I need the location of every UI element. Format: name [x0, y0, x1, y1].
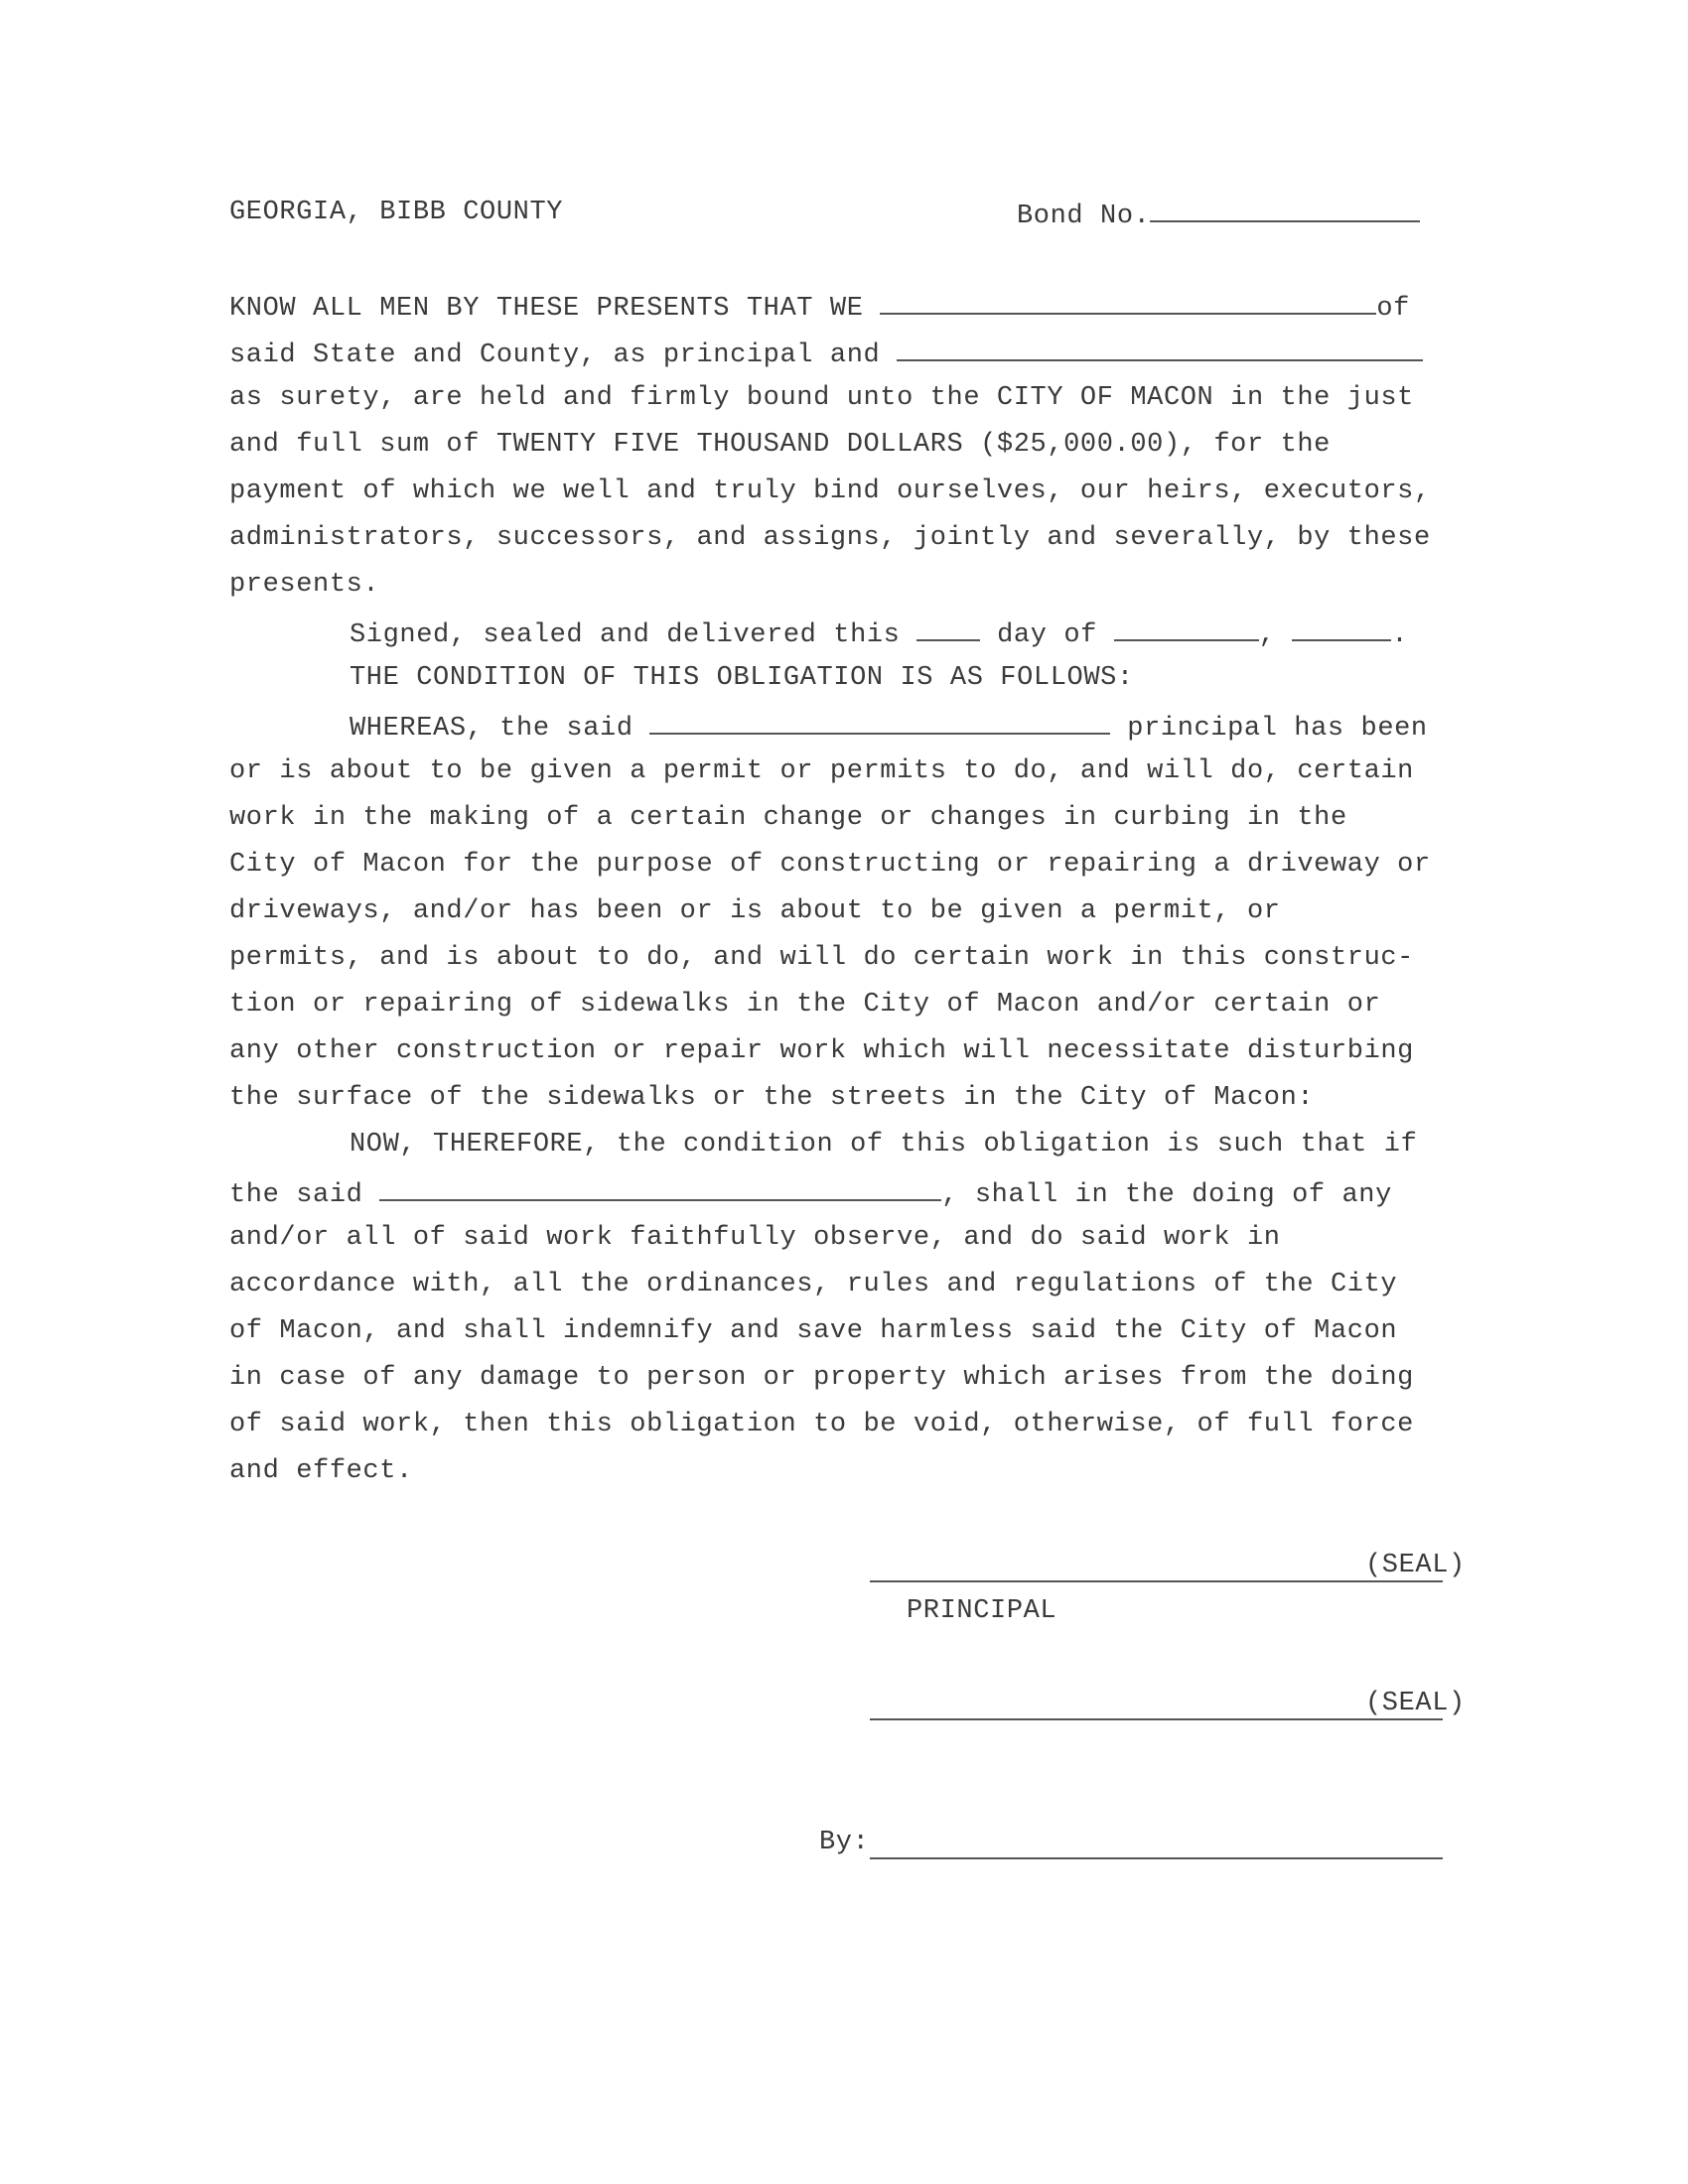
body-line: accordance with, all the ordinances, rules and regulations of the City	[229, 1270, 1398, 1299]
seal-label-1: (SEAL)	[1365, 1551, 1466, 1580]
whereas-principal-field[interactable]	[649, 709, 1110, 735]
body-line: driveways, and/or has been or is about to be given a permit, or	[229, 896, 1281, 926]
body-line	[229, 289, 1410, 325]
body-text: .	[1391, 620, 1409, 650]
whereas-line	[350, 709, 1428, 745]
body-line: permits, and is about to do, and will do certain work in this construc-	[229, 943, 1414, 973]
body-text: of	[1376, 294, 1410, 324]
body-line: as surety, are held and firmly bound unto the CITY OF MACON in the just	[229, 383, 1414, 413]
body-line: in case of any damage to person or property which arises from the doing	[229, 1363, 1414, 1393]
seal-label-2: (SEAL)	[1365, 1689, 1466, 1718]
body-text: KNOW ALL MEN BY THESE PRESENTS THAT WE	[229, 294, 864, 324]
body-line: NOW, THEREFORE, the condition of this obligation is such that if	[350, 1130, 1418, 1160]
body-text: said State and County, as principal and	[229, 341, 881, 370]
body-line: presents.	[229, 570, 380, 600]
body-text: WHEREAS, the said	[350, 714, 633, 744]
body-text: ,	[1258, 620, 1276, 650]
body-line: payment of which we well and truly bind ourselves, our heirs, executors,	[229, 477, 1431, 506]
body-line: or is about to be given a permit or permits to do, and will do, certain	[229, 756, 1414, 786]
signed-date-line	[350, 615, 1408, 651]
state-county-heading	[229, 197, 563, 228]
principal-signature-line[interactable]	[870, 1580, 1443, 1582]
body-line: and full sum of TWENTY FIVE THOUSAND DOLLARS ($25,000.00), for the	[229, 430, 1331, 460]
surety-signature-line[interactable]	[870, 1718, 1443, 1720]
bond-number-row	[1017, 197, 1420, 232]
body-line: of Macon, and shall indemnify and save harmless said the City of Macon	[229, 1316, 1398, 1346]
state-county-text: GEORGIA, BIBB COUNTY	[229, 198, 564, 227]
body-text: the said	[229, 1180, 363, 1210]
principal-label: PRINCIPAL	[907, 1596, 1057, 1626]
body-text: principal has been	[1127, 714, 1428, 744]
by-label: By:	[819, 1828, 870, 1857]
condition-heading: THE CONDITION OF THIS OBLIGATION IS AS FOLLOWS:	[350, 663, 1134, 693]
body-line	[229, 336, 1423, 371]
body-line: work in the making of a certain change or changes in curbing in the	[229, 803, 1347, 833]
body-line: of said work, then this obligation to be void, otherwise, of full force	[229, 1410, 1414, 1439]
body-line: tion or repairing of sidewalks in the City of Macon and/or certain or	[229, 990, 1381, 1020]
now-said-line	[229, 1175, 1392, 1211]
bond-number-label: Bond No.	[1017, 202, 1151, 231]
principal-name-field[interactable]	[880, 289, 1376, 315]
body-text: , shall in the doing of any	[941, 1180, 1392, 1210]
body-line: and/or all of said work faithfully observe, and do said work in	[229, 1223, 1281, 1253]
body-text: Signed, sealed and delivered this	[350, 620, 901, 650]
surety-name-field[interactable]	[897, 336, 1423, 361]
day-field[interactable]	[916, 615, 980, 641]
body-line: and effect.	[229, 1456, 413, 1486]
bond-number-field[interactable]	[1150, 197, 1420, 222]
body-text: day of	[997, 620, 1097, 650]
year-field[interactable]	[1292, 615, 1391, 641]
by-signature-line[interactable]	[870, 1857, 1443, 1859]
body-line: any other construction or repair work which will necessitate disturbing	[229, 1036, 1414, 1066]
body-line: City of Macon for the purpose of constructing or repairing a driveway or	[229, 850, 1431, 880]
now-principal-field[interactable]	[379, 1175, 941, 1201]
body-line: administrators, successors, and assigns, jointly and severally, by these	[229, 523, 1431, 553]
month-field[interactable]	[1114, 615, 1259, 641]
body-line: the surface of the sidewalks or the streets in the City of Macon:	[229, 1083, 1315, 1113]
